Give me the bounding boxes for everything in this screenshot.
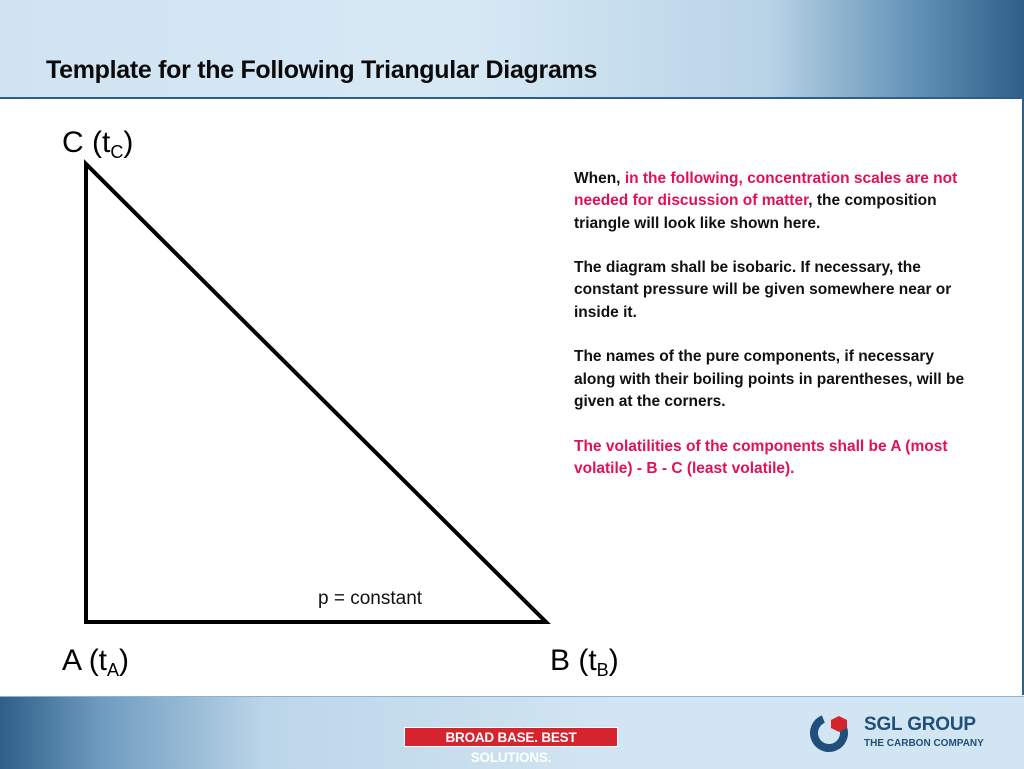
corner-label-a: A $(t_A)$ bbox=[62, 644, 130, 680]
note-volatilities: The volatilities of the components shall be A (most volatile) - B - C (least volatile). bbox=[574, 437, 948, 477]
note-isobaric: The diagram shall be isobaric. If necessary, the constant pressure will be given somewhere near or inside it. bbox=[574, 259, 952, 321]
note-component-names: The names of the pure components, if necessary along with their boiling points in parentheses, will be given at the corners. bbox=[574, 348, 965, 410]
pressure-label: p = constant bbox=[318, 588, 423, 609]
notes-text bbox=[574, 168, 966, 502]
slide-title: Template for the Following Triangular Diagrams bbox=[46, 56, 598, 84]
triangle-outline bbox=[86, 164, 546, 622]
note-concentration: When, in the following, concentration scales are not needed for discussion of matter, the composition triangle will look like shown here. bbox=[574, 170, 958, 232]
slogan-banner: BROAD BASE. BEST SOLUTIONS. bbox=[404, 727, 618, 747]
logo-tagline: THE CARBON COMPANY bbox=[864, 738, 984, 749]
corner-label-c: C $(t_C)$ bbox=[62, 126, 134, 162]
corner-label-b: B $(t_B)$ bbox=[550, 644, 619, 680]
logo-name: SGL GROUP bbox=[864, 714, 976, 735]
note-highlight: in the following, concentration scales are not needed for discussion of matter bbox=[574, 170, 958, 210]
